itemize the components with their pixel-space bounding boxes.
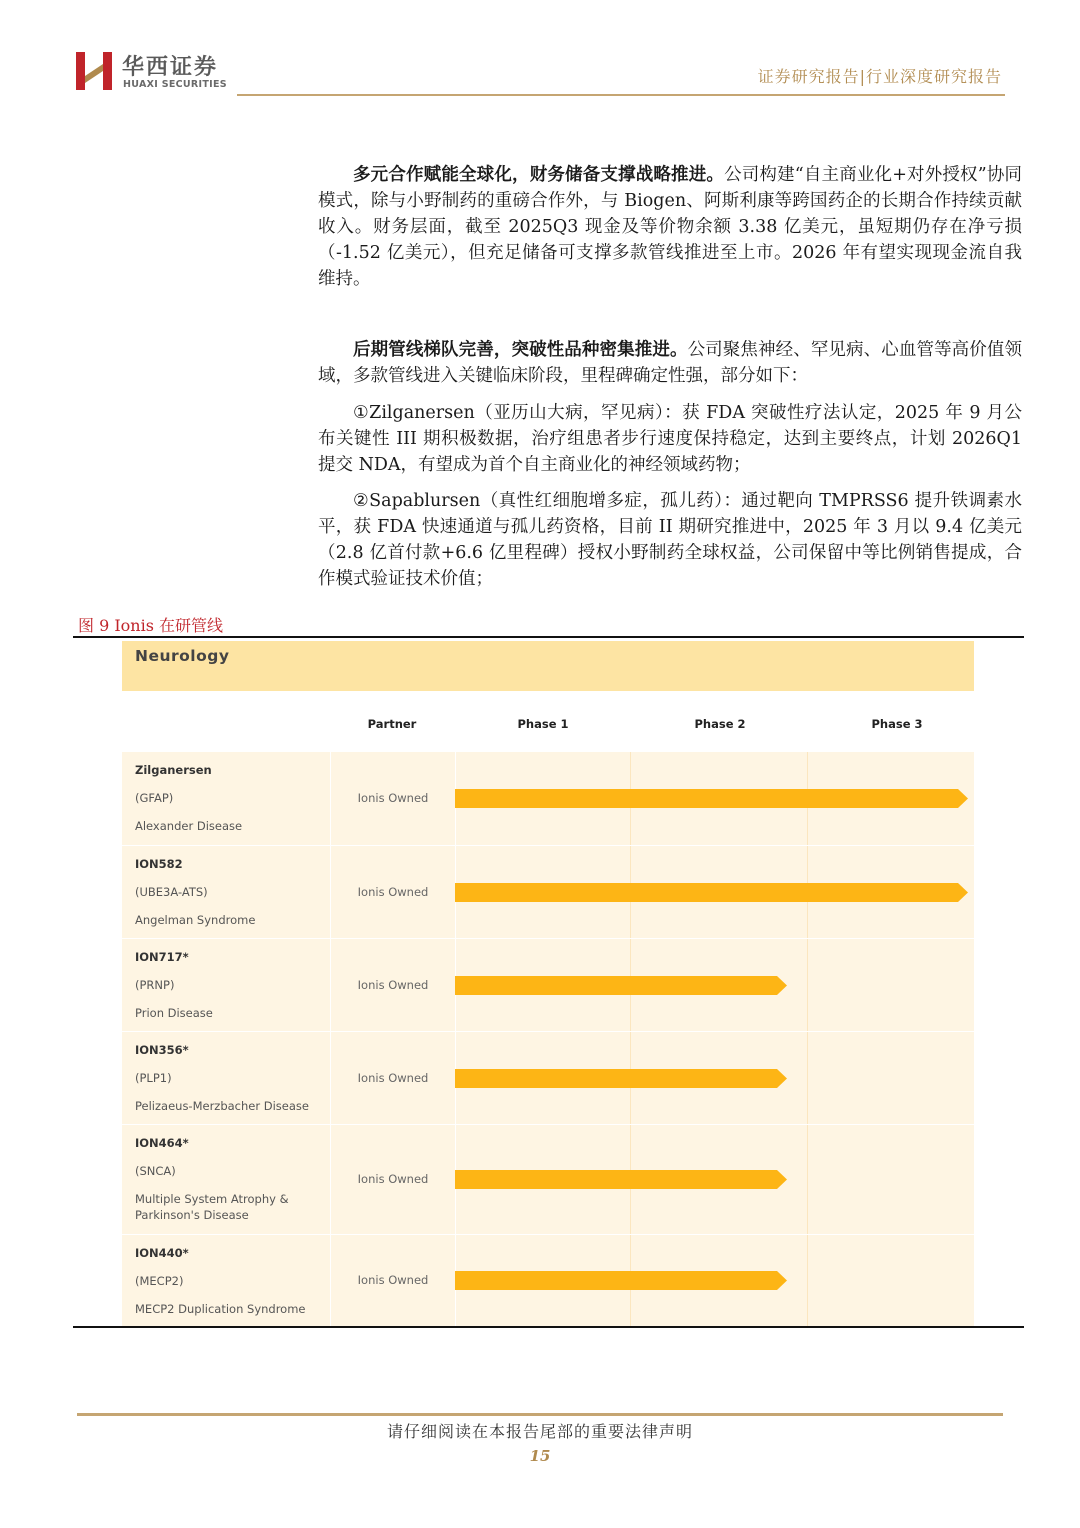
partner-cell <box>331 846 456 938</box>
pipeline-row <box>122 1031 974 1124</box>
paragraph-global-cooperation <box>318 162 1022 292</box>
column-header-phase3: Phase 3 <box>871 717 923 731</box>
footer-divider <box>77 1413 1003 1416</box>
drug-target: (UBE3A-ATS) <box>135 885 208 899</box>
drug-cell <box>122 846 331 938</box>
paragraph-sapablursen: ②Sapablursen（真性红细胞增多症，孤儿药）：通过靶向 TMPRSS6 提升铁调素水平，获 FDA 快速通道与孤儿药资格，目前 II 期研究推进中，2025 年 3 月以 9.4 亿美元（2.8 亿首付款+6.6 亿里程碑）授权小野制药全球权益，公司保留中等比例销售提成，合作模式验证技术价值； <box>318 491 1022 589</box>
column-header-phase1: Phase 1 <box>517 717 569 731</box>
partner-cell <box>331 1125 456 1234</box>
partner-cell <box>331 939 456 1031</box>
phase-progress-bar <box>455 789 968 808</box>
phase-gridline <box>807 1125 808 1234</box>
drug-name: ION440* <box>135 1246 189 1260</box>
phase-bar-shape <box>455 1170 787 1189</box>
pipeline-row <box>122 752 974 845</box>
column-header-partner: Partner <box>367 717 417 731</box>
drug-cell <box>122 1125 331 1234</box>
drug-cell <box>122 1235 331 1326</box>
drug-target: (PLP1) <box>135 1071 172 1085</box>
drug-cell <box>122 939 331 1031</box>
phase-progress-bar <box>455 976 787 995</box>
drug-target: (PRNP) <box>135 978 175 992</box>
phase-bar-shape <box>455 1069 787 1088</box>
partner-label: Ionis Owned <box>357 977 429 992</box>
drug-indication: Prion Disease <box>135 1006 213 1020</box>
pipeline-rows <box>122 752 974 1326</box>
phase-gridline <box>807 1235 808 1326</box>
paragraph-heading: 多元合作赋能全球化，财务储备支撑战略推进。 <box>353 165 725 185</box>
drug-name: ION582 <box>135 857 183 871</box>
phase-bar-shape <box>455 976 787 995</box>
pipeline-row <box>122 845 974 938</box>
partner-cell <box>331 1235 456 1326</box>
partner-cell <box>331 1032 456 1124</box>
phase-bar-shape <box>455 883 968 902</box>
drug-indication: Multiple System Atrophy & Parkinson's Disease <box>135 1192 289 1222</box>
panel-title: Neurology <box>135 647 230 665</box>
brand-name-cn: 华西证券 <box>122 55 219 80</box>
phase-progress-bar <box>455 883 968 902</box>
phase-gridline <box>807 1032 808 1124</box>
drug-target: (GFAP) <box>135 791 174 805</box>
neurology-header-band <box>122 641 974 691</box>
drug-name: Zilganersen <box>135 763 212 777</box>
legal-notice: 请仔细阅读在本报告尾部的重要法律声明 <box>386 1422 693 1441</box>
partner-label: Ionis Owned <box>357 1273 429 1287</box>
column-header-phase2: Phase 2 <box>694 717 746 731</box>
drug-indication: Pelizaeus-Merzbacher Disease <box>135 1099 309 1113</box>
drug-indication: MECP2 Duplication Syndrome <box>135 1302 306 1316</box>
drug-name: ION717* <box>135 950 189 964</box>
paragraph-text: 公司构建“自主商业化+对外授权”协同模式，除与小野制药的重磅合作外，与 Biogen、阿斯利康等跨国药企的长期合作持续贡献收入。财务层面，截至 2025Q3 现金及等价物余额 3.38 亿美元，虽短期仍存在净亏损（-1.52 亿美元），但充足储备可支撑多款管线推进至上市。2026 年有望实现现金流自我维持。 <box>318 165 1022 289</box>
figure-caption: 图 9 Ionis 在研管线 <box>78 616 224 635</box>
drug-indication: Angelman Syndrome <box>135 913 256 927</box>
header-divider <box>237 94 1005 96</box>
drug-name: ION356* <box>135 1043 189 1057</box>
page-number: 15 <box>529 1447 551 1465</box>
figure-bottom-rule <box>73 1326 1024 1328</box>
drug-indication: Alexander Disease <box>135 819 243 833</box>
drug-name: ION464* <box>135 1136 189 1150</box>
phase-progress-bar <box>455 1271 787 1290</box>
partner-label: Ionis Owned <box>357 1172 429 1186</box>
paragraph-heading: 后期管线梯队完善，突破性品种密集推进。 <box>353 340 688 360</box>
phase-progress-bar <box>455 1069 787 1088</box>
paragraph-pipeline <box>318 337 1022 389</box>
pipeline-row <box>122 1234 974 1326</box>
pipeline-row <box>122 1124 974 1234</box>
drug-cell <box>122 1032 331 1124</box>
drug-target: (SNCA) <box>135 1164 176 1178</box>
drug-target: (MECP2) <box>135 1274 184 1288</box>
phase-bar-shape <box>455 1271 787 1290</box>
pipeline-row <box>122 938 974 1031</box>
phase-gridline <box>807 939 808 1031</box>
report-type-label: 证券研究报告|行业深度研究报告 <box>757 67 1002 86</box>
paragraph-zilganersen: ①Zilganersen（亚历山大病，罕见病）：获 FDA 突破性疗法认定，2025 年 9 月公布关键性 III 期积极数据，治疗组患者步行速度保持稳定，达到主要终点，计划 2026Q1 提交 NDA，有望成为首个自主商业化的神经领域药物； <box>318 403 1022 475</box>
phase-bar-shape <box>455 789 968 808</box>
phase-progress-bar <box>455 1170 787 1189</box>
paragraph-text: 公司聚焦神经、罕见病、心血管等高价值领域，多款管线进入关键临床阶段，里程碑确定性强，部分如下： <box>318 340 1023 386</box>
partner-label: Ionis Owned <box>357 1070 429 1085</box>
pipeline-figure <box>122 641 974 1327</box>
partner-cell <box>331 752 456 845</box>
huaxi-logo-icon <box>76 52 112 90</box>
brand-name-en: HUAXI SECURITIES <box>123 79 227 90</box>
drug-cell <box>122 752 331 845</box>
partner-label: Ionis Owned <box>357 884 429 899</box>
figure-top-rule <box>73 636 1024 638</box>
partner-label: Ionis Owned <box>357 790 429 805</box>
